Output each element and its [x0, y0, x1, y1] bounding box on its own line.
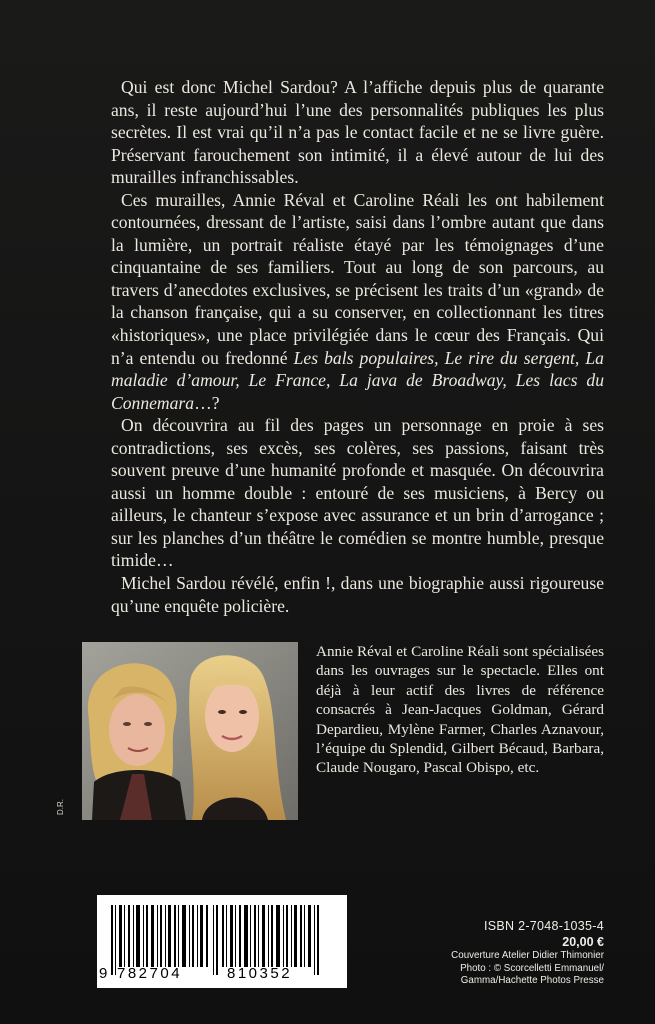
authors-photo — [82, 642, 298, 820]
barcode-lead-digit: 9 — [99, 965, 110, 982]
price: 20,00 € — [562, 935, 604, 949]
publisher-info — [344, 918, 604, 988]
authors-photo-illustration — [82, 642, 298, 820]
barcode-group-2: 810352 — [227, 965, 293, 982]
isbn: ISBN 2-7048-1035-4 — [483, 919, 604, 933]
blurb-paragraph-2 — [111, 189, 604, 414]
blurb-paragraph-1: Qui est donc Michel Sardou? A l’affiche depuis plus de quarante ans, il reste aujourd’hui l’une des personnalités publiques les plus secrètes. Il est vrai qu’il n’a pas le contact facile et ne se livre guère. Préservant farouchement son intimité, il a élevé autour de lui des murailles infranchissables. — [111, 77, 604, 188]
photo-credit-line-1: Photo : © Scorcelletti Emmanuel/ — [460, 962, 604, 974]
cover-credit: Couverture Atelier Didier Thimonier — [451, 950, 604, 961]
blurb-paragraph-3: On découvrira au fil des pages un personnage en proie à ses contradictions, ses excès, ses colères, ses passions, faisant très souvent preuve d’une humanité profonde et masquée. On découvrira aussi un homme double : entouré de ses musiciens, à Bercy ou ailleurs, le chanteur s’expose avec assurance et un brin d’arrogance ; sur les planches d’un théâtre le comédien se montre humble, presque timide… — [111, 415, 604, 571]
blurb-paragraph-2-end: …? — [194, 392, 220, 413]
song-titles: Les bals populaires, Le rire du sergent, La maladie d’amour, Le France, La java de Broadway, Les lacs du Connemara — [111, 347, 604, 413]
authors-bio: Annie Réval et Caroline Réali sont spécialisées dans les ouvrages sur le spectacle. Elles ont déjà à leur actif des livres de référence consacrés à Jean-Jacques Goldman, Gérard Depardieu, Mylène Farmer, Charles Aznavour, l’équipe du Splendid, Gilbert Bécaud, Barbara, Claude Nougaro, Pascal Obispo, etc. — [316, 643, 604, 777]
barcode — [97, 895, 347, 988]
photo-credit-vertical: D.R. — [56, 799, 65, 815]
blurb-paragraph-4: Michel Sardou révélé, enfin !, dans une biographie aussi rigoureuse qu’une enquête policière. — [111, 573, 604, 616]
blurb-text — [111, 76, 604, 617]
barcode-group-1: 782704 — [117, 965, 183, 982]
photo-credit-line-2: Gamma/Hachette Photos Presse — [460, 975, 604, 986]
blurb-paragraph-2-text: Ces murailles, Annie Réval et Caroline Réali les ont habilement contournées, dressant de l’artiste, saisi dans l’ombre autant que dans la lumière, un portrait réaliste étayé par les témoignages d’une cinquantaine de ses familiers. Tout au long de son parcours, au travers d’anecdotes exclusives, se précisent les traits d’un «grand» de la chanson française, qui a su conserver, en collectionnant les titres «historiques», une place privilégiée dans le cœur des Français. Qui n’a entendu ou fredonné — [111, 189, 604, 368]
